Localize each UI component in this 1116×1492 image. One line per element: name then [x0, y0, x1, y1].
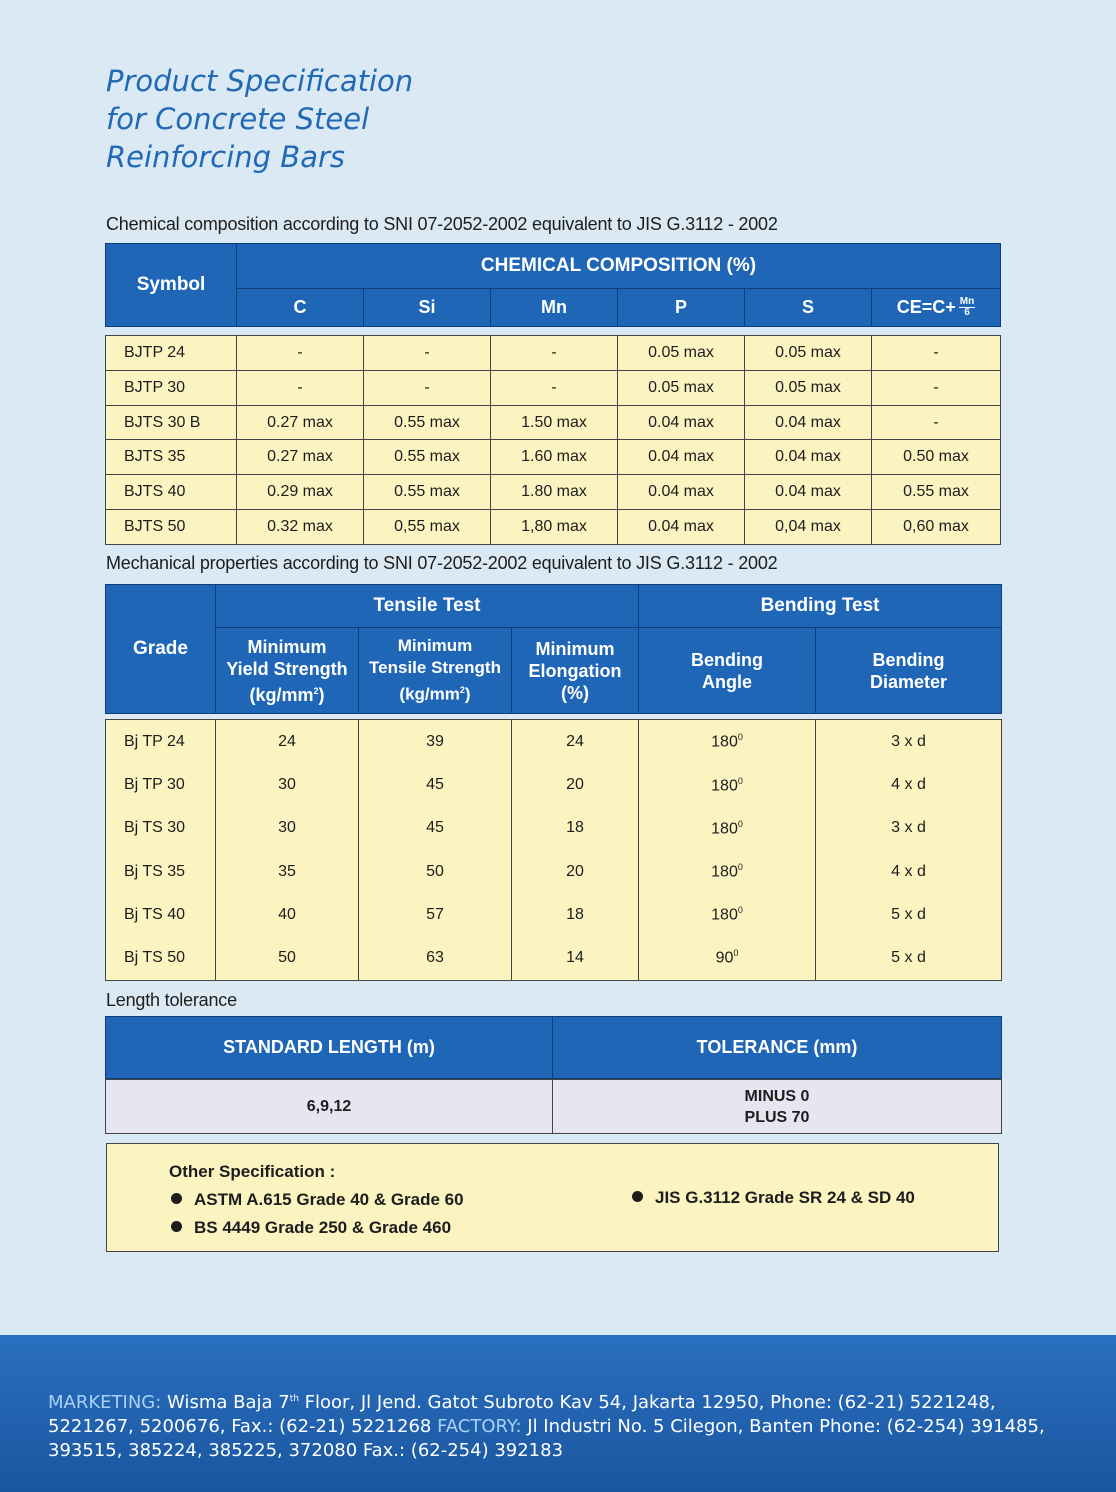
mechanical-value-cell: 3 x d [816, 807, 1002, 850]
length-header-table [105, 1016, 1002, 1079]
mechanical-grade-cell: Bj TS 30 [106, 807, 216, 850]
chemical-caption: Chemical composition according to SNI 07-2052-2002 equivalent to JIS G.3112 - 2002 [106, 214, 778, 234]
chemical-value-cell: 1,80 max [491, 510, 618, 545]
mechanical-value-cell: 4 x d [816, 850, 1002, 893]
length-body-table [105, 1079, 1002, 1134]
standard-length-header: STANDARD LENGTH (m) [106, 1017, 553, 1079]
diameter-l2: Diameter [870, 671, 948, 692]
chemical-value-cell: - [872, 405, 1001, 440]
mechanical-value-cell: 63 [359, 936, 512, 980]
chemical-value-cell: 0.04 max [618, 440, 745, 475]
tensile-l2: Tensile Strength [369, 658, 501, 678]
degree-sup: 0 [737, 818, 743, 829]
bending-angle-value: 180 [711, 733, 738, 751]
mechanical-grade-cell: Bj TS 35 [106, 850, 216, 893]
elong-l1: Minimum [535, 638, 615, 659]
chemical-symbol-cell: BJTP 30 [106, 370, 237, 405]
spec-item-text: ASTM A.615 Grade 40 & Grade 60 [194, 1190, 464, 1209]
mechanical-value-cell: 30 [216, 764, 359, 807]
chemical-value-cell: - [872, 370, 1001, 405]
tensile-test-header: Tensile Test [216, 585, 639, 628]
mechanical-row [106, 764, 1002, 807]
diameter-l1: Bending [872, 649, 945, 670]
degree-sup: 0 [737, 905, 743, 916]
chemical-value-cell: 0.55 max [364, 440, 491, 475]
footer [0, 1335, 1116, 1492]
degree-sup: 0 [733, 948, 739, 959]
chemical-value-cell: - [491, 336, 618, 371]
chemical-symbol-cell: BJTS 40 [106, 475, 237, 510]
chemical-symbol-cell: BJTP 24 [106, 336, 237, 371]
tolerance-value [553, 1080, 1002, 1134]
col-s: S [745, 289, 872, 327]
tolerance-header: TOLERANCE (mm) [553, 1017, 1002, 1079]
mechanical-row [106, 850, 1002, 893]
tensile-l3 [360, 679, 510, 706]
title-line-1: Product Specification [106, 64, 414, 98]
chemical-header-table [105, 243, 1001, 327]
degree-sup: 0 [737, 732, 743, 743]
title-line-2: for Concrete Steel [106, 102, 370, 136]
yield-paren: ) [318, 684, 325, 705]
standard-length-value: 6,9,12 [106, 1080, 553, 1134]
elongation-header [512, 628, 639, 714]
spec-item-bs [171, 1218, 451, 1238]
mechanical-value-cell: 18 [512, 807, 639, 850]
mechanical-value-cell [639, 936, 816, 980]
chemical-value-cell: 0.05 max [618, 336, 745, 371]
degree-sup: 0 [737, 775, 743, 786]
mechanical-value-cell [639, 850, 816, 893]
chemical-value-cell: 0.04 max [618, 510, 745, 545]
chemical-value-cell: 0.55 max [872, 475, 1001, 510]
mechanical-value-cell: 39 [359, 720, 512, 764]
chemical-value-cell: 0.27 max [237, 440, 364, 475]
ce-denominator: 6 [964, 307, 970, 319]
marketing-contact: Floor, Jl Jend. Gatot Subroto Kav 54, Jakarta 12950, Phone: (62-21) 5221248, 5221267, 5200676, Fax.: (62-21) 5221268 [48, 1392, 996, 1437]
chemical-row [106, 336, 1001, 371]
mechanical-row [106, 807, 1002, 850]
factory-label: FACTORY: [437, 1416, 522, 1437]
mechanical-value-cell: 4 x d [816, 764, 1002, 807]
yield-l3 [217, 680, 357, 706]
tensile-paren: ) [464, 684, 471, 704]
mechanical-value-cell: 24 [216, 720, 359, 764]
bullet-icon [171, 1193, 182, 1204]
chemical-value-cell: 0.32 max [237, 510, 364, 545]
mechanical-value-cell: 45 [359, 764, 512, 807]
mechanical-value-cell: 14 [512, 936, 639, 980]
mechanical-value-cell [639, 720, 816, 764]
chemical-value-cell: 0.04 max [745, 475, 872, 510]
chemical-row [106, 475, 1001, 510]
chemical-value-cell: 0.04 max [618, 405, 745, 440]
elong-l3: (%) [561, 682, 590, 703]
tensile-strength-header [359, 628, 512, 714]
chemical-value-cell: 0.05 max [745, 336, 872, 371]
chemical-value-cell: 0,60 max [872, 510, 1001, 545]
mechanical-value-cell: 35 [216, 850, 359, 893]
yield-unit: (kg/mm [249, 684, 314, 705]
tensile-unit: (kg/mm [399, 684, 460, 704]
chemical-value-cell: 0.55 max [364, 475, 491, 510]
floor-sup: th [289, 1394, 299, 1404]
mechanical-caption: Mechanical properties according to SNI 07-2052-2002 equivalent to JIS G.3112 - 2002 [106, 553, 778, 573]
chemical-body-table [105, 335, 1001, 545]
chemical-row [106, 510, 1001, 545]
chemical-value-cell: - [364, 370, 491, 405]
chemical-value-cell: 0.04 max [745, 405, 872, 440]
mechanical-grade-cell: Bj TS 50 [106, 936, 216, 980]
mechanical-value-cell: 40 [216, 893, 359, 936]
length-caption: Length tolerance [106, 990, 237, 1010]
bending-angle-value: 180 [711, 820, 738, 838]
chemical-value-cell: 1.80 max [491, 475, 618, 510]
elong-l2: Elongation [528, 660, 622, 681]
spec-item-text: BS 4449 Grade 250 & Grade 460 [194, 1218, 452, 1237]
chemical-value-cell: 0,04 max [745, 510, 872, 545]
chemical-value-cell: 0.05 max [745, 370, 872, 405]
other-specification-label: Other Specification : [169, 1162, 336, 1181]
chemical-value-cell: - [872, 336, 1001, 371]
bending-test-header: Bending Test [639, 585, 1002, 628]
yield-l2: Yield Strength [226, 658, 348, 679]
chemical-value-cell: - [237, 370, 364, 405]
col-p: P [618, 289, 745, 327]
bending-angle-value: 180 [711, 863, 738, 881]
chemical-symbol-cell: BJTS 50 [106, 510, 237, 545]
spec-item-astm [171, 1190, 464, 1210]
chemical-value-cell: 0.04 max [745, 440, 872, 475]
mechanical-value-cell: 5 x d [816, 936, 1002, 980]
mechanical-row [106, 936, 1002, 980]
chemical-symbol-cell: BJTS 35 [106, 440, 237, 475]
col-mn: Mn [491, 289, 618, 327]
mechanical-grade-cell: Bj TP 30 [106, 764, 216, 807]
bending-diameter-header [816, 628, 1002, 714]
grade-header: Grade [106, 585, 216, 714]
tensile-sup: 2 [459, 685, 465, 696]
marketing-label: MARKETING: [48, 1392, 162, 1413]
mechanical-value-cell: 50 [359, 850, 512, 893]
chemical-value-cell: 0.50 max [872, 440, 1001, 475]
marketing-address: Wisma Baja 7 [161, 1392, 290, 1413]
bullet-icon [632, 1191, 643, 1202]
mechanical-value-cell: 57 [359, 893, 512, 936]
yield-sup: 2 [313, 685, 319, 696]
chemical-value-cell: 1.50 max [491, 405, 618, 440]
col-c: C [237, 289, 364, 327]
tensile-l1: Minimum [397, 636, 473, 656]
chemical-row [106, 440, 1001, 475]
bending-angle-value: 180 [711, 906, 738, 924]
col-si: Si [364, 289, 491, 327]
chemical-value-cell: - [364, 336, 491, 371]
chemical-value-cell: 0,55 max [364, 510, 491, 545]
yield-l1: Minimum [247, 636, 327, 657]
chemical-row [106, 405, 1001, 440]
mechanical-row [106, 720, 1002, 764]
degree-sup: 0 [737, 861, 743, 872]
mechanical-value-cell: 50 [216, 936, 359, 980]
angle-l1: Bending [691, 649, 764, 670]
bending-angle-value: 180 [711, 776, 738, 794]
mechanical-value-cell: 24 [512, 720, 639, 764]
other-specification-box [106, 1143, 999, 1252]
chemical-value-cell: 0.29 max [237, 475, 364, 510]
mechanical-header-table [105, 584, 1002, 714]
ce-numerator: Mn [959, 296, 975, 308]
mechanical-row [106, 893, 1002, 936]
chemical-value-cell: 0.04 max [618, 475, 745, 510]
footer-contact [48, 1387, 1078, 1463]
spec-item-text: JIS G.3112 Grade SR 24 & SD 40 [655, 1188, 915, 1207]
bending-angle-value: 90 [715, 949, 734, 967]
mechanical-value-cell [639, 764, 816, 807]
yield-strength-header [216, 628, 359, 714]
mechanical-value-cell [639, 807, 816, 850]
chemical-value-cell: 1.60 max [491, 440, 618, 475]
bending-angle-header [639, 628, 816, 714]
ce-label: CE=C+ [896, 296, 956, 317]
mechanical-value-cell: 30 [216, 807, 359, 850]
mechanical-value-cell: 5 x d [816, 893, 1002, 936]
bullet-icon [171, 1221, 182, 1232]
mechanical-value-cell: 3 x d [816, 720, 1002, 764]
factory-contact: Jl Industri No. 5 Cilegon, Banten Phone: (62-254) 391485, 393515, 385224, 385225, 372080 Fax.: (62-254) 392183 [48, 1416, 1045, 1461]
tolerance-minus: MINUS 0 [744, 1087, 810, 1105]
spec-item-jis [632, 1188, 915, 1208]
chemical-value-cell: 0.27 max [237, 405, 364, 440]
chemical-symbol-cell: BJTS 30 B [106, 405, 237, 440]
chemical-value-cell: - [491, 370, 618, 405]
col-ce [872, 289, 1001, 327]
mechanical-value-cell: 20 [512, 850, 639, 893]
title-line-3: Reinforcing Bars [106, 140, 346, 174]
ce-fraction [959, 297, 975, 318]
mechanical-value-cell [639, 893, 816, 936]
chemical-value-cell: 0.55 max [364, 405, 491, 440]
chemical-row [106, 370, 1001, 405]
mechanical-grade-cell: Bj TS 40 [106, 893, 216, 936]
mechanical-value-cell: 45 [359, 807, 512, 850]
mechanical-grade-cell: Bj TP 24 [106, 720, 216, 764]
symbol-header: Symbol [106, 244, 237, 327]
mechanical-value-cell: 18 [512, 893, 639, 936]
mechanical-body-table [105, 719, 1002, 981]
chemical-composition-header: CHEMICAL COMPOSITION (%) [237, 244, 1001, 289]
angle-l2: Angle [702, 671, 753, 692]
page-title [106, 62, 413, 176]
chemical-value-cell: 0.05 max [618, 370, 745, 405]
mechanical-value-cell: 20 [512, 764, 639, 807]
chemical-value-cell: - [237, 336, 364, 371]
tolerance-plus: PLUS 70 [744, 1108, 810, 1126]
